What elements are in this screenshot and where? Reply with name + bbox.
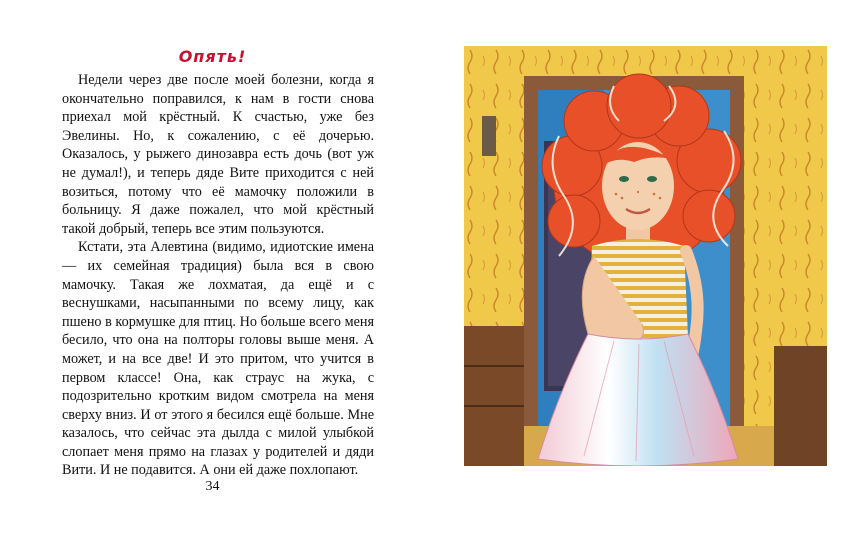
illustration-girl-in-doorway xyxy=(464,46,827,466)
dresser xyxy=(464,326,524,466)
wall-picture xyxy=(482,116,496,156)
paragraph: Недели через две после моей болезни, когда я окончательно поправился, к нам в гости снова приехал мой крёстный. К счастью, уже без Эвелины. Но, к сожалению, с её дочерью. Оказалось, у рыжего динозавра есть дочь (вот уж не думал!), и теперь дяде Вите приходится с ней возиться, потому что её мамочку положили в больницу. Я даже пожалел, что мой крёстный такой добрый, теперь все этим пользуются. xyxy=(62,72,374,237)
body-text xyxy=(62,71,374,480)
paragraph: Кстати, эта Алевтина (видимо, идиотские имена — их семейная традиция) была вся в свою мамочку. Такая же лохматая, да ещё и с веснушками, насыпанными по всему лицу, как пшено в кормушке для птиц. Но больше всего меня бесило, что она на полторы головы выше меня. А может, и на все две! И это притом, что учится в первом классе! Она, как страус на жука, с подозрительно кротким видом смотрела на меня сверху вниз. И от этого я бесился ещё больше. Мне казалось, что сейчас эта дылда с милой улыбкой слопает меня прямо на глазах у родителей и дяди Вити. И не подавится. А они ей даже похлопают. xyxy=(62,239,374,479)
chapter-title: Опять! xyxy=(178,47,247,66)
page-number: 34 xyxy=(205,479,220,494)
